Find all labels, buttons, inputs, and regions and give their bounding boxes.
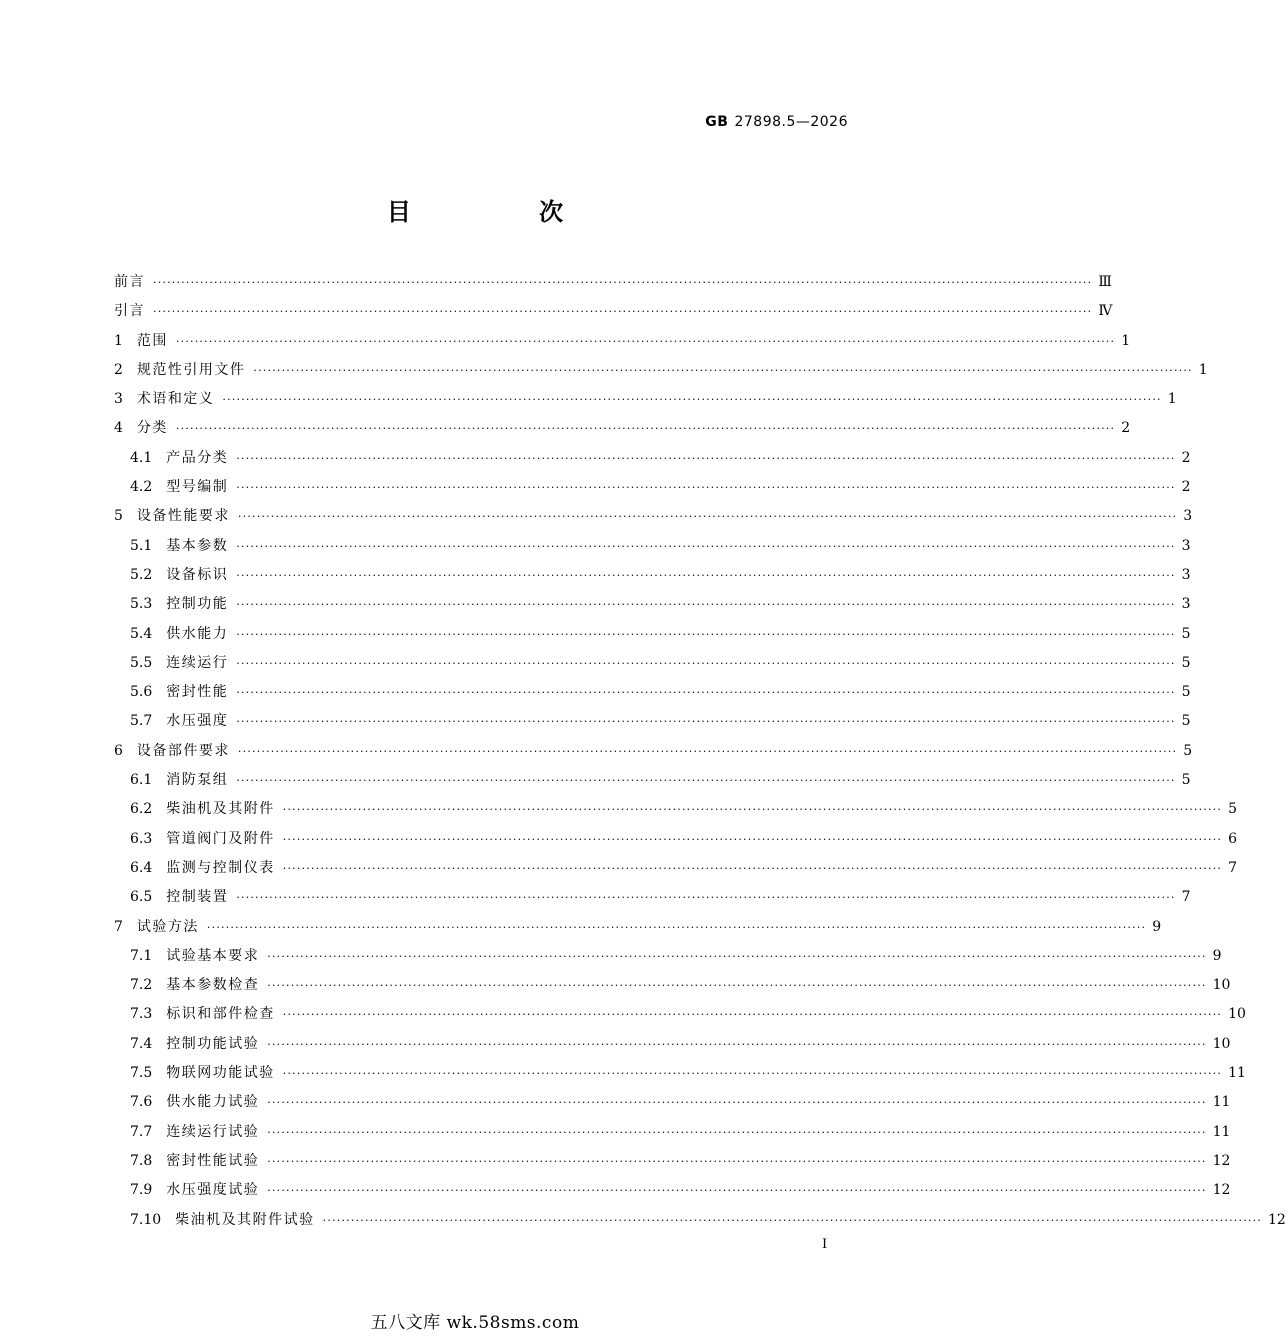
toc-leader-dots: ········································································································································································································ — [236, 715, 1176, 729]
toc-entry[interactable] — [114, 649, 1191, 678]
toc-entry[interactable] — [114, 1118, 1231, 1147]
toc-entry-page: 12 — [1212, 1152, 1231, 1169]
toc-entry[interactable] — [114, 1176, 1231, 1205]
toc-entry-number: 3 — [114, 391, 123, 408]
toc-leader-dots: ········································································································································································································ — [282, 1008, 1223, 1022]
toc-leader-dots: ········································································································································································································ — [236, 686, 1176, 700]
toc-entry-title: 产品分类 — [166, 449, 229, 466]
toc-entry-title: 范围 — [136, 332, 168, 349]
toc-entry-title: 控制装置 — [166, 889, 229, 906]
toc-entry-page: 3 — [1181, 596, 1191, 613]
toc-entry-page: 10 — [1228, 1006, 1246, 1023]
toc-entry-page: Ⅳ — [1098, 303, 1113, 320]
toc-entry[interactable] — [114, 1206, 1286, 1235]
standard-prefix: GB — [705, 114, 729, 130]
toc-entry[interactable] — [114, 297, 1113, 326]
toc-entry-title: 密封性能 — [166, 684, 229, 701]
toc-entry-number: 6.1 — [130, 772, 153, 789]
toc-entry-number: 7.8 — [130, 1152, 153, 1169]
toc-leader-dots: ········································································································································································································ — [267, 1096, 1207, 1110]
toc-entry[interactable] — [114, 268, 1112, 297]
toc-entry-number: 5.2 — [130, 566, 153, 583]
toc-entry-number: 7.4 — [130, 1035, 153, 1052]
toc-entry-number: 5.6 — [130, 684, 153, 701]
toc-entry-title: 引言 — [114, 303, 145, 320]
toc-entry-title: 设备标识 — [166, 566, 229, 583]
toc-entry-number: 5.1 — [130, 537, 153, 554]
toc-entry[interactable] — [114, 971, 1231, 1000]
toc-entry-page: 2 — [1181, 449, 1191, 466]
toc-leader-dots: ········································································································································································································ — [267, 1154, 1207, 1168]
toc-leader-dots: ········································································································································································································ — [282, 861, 1223, 875]
toc-entry-number: 7.1 — [130, 947, 153, 964]
toc-entry-number: 7.2 — [130, 977, 153, 994]
toc-entry-number: 7.3 — [130, 1006, 153, 1023]
toc-entry-title: 术语和定义 — [136, 391, 215, 408]
toc-entry-page: 5 — [1181, 654, 1191, 671]
toc-entry-number: 5.7 — [130, 713, 153, 730]
toc-entry-page: 12 — [1268, 1211, 1286, 1228]
toc-entry-title: 密封性能试验 — [166, 1152, 260, 1169]
toc-leader-dots: ········································································································································································································ — [236, 451, 1176, 465]
toc-entry[interactable] — [114, 1088, 1231, 1117]
toc-leader-dots: ········································································································································································································ — [175, 334, 1116, 348]
toc-entry[interactable] — [114, 707, 1191, 736]
toc-entry-page: 1 — [1198, 361, 1208, 378]
toc-leader-dots: ········································································································································································································ — [267, 1184, 1207, 1198]
toc-leader-dots: ········································································································································································································ — [175, 422, 1116, 436]
toc-entry-title: 管道阀门及附件 — [166, 830, 275, 847]
toc-entry-title: 型号编制 — [166, 479, 229, 496]
toc-entry-title: 设备部件要求 — [136, 742, 230, 759]
toc-leader-dots: ········································································································································································································ — [236, 891, 1176, 905]
toc-entry-number: 4 — [114, 420, 123, 437]
toc-entry-page: 11 — [1212, 1123, 1231, 1140]
toc-leader-dots: ········································································································································································································ — [236, 539, 1176, 553]
toc-entry[interactable] — [114, 678, 1191, 707]
toc-entry-title: 供水能力 — [166, 625, 229, 642]
toc-entry-page: 5 — [1181, 625, 1191, 642]
toc-entry-page: 10 — [1212, 977, 1231, 994]
toc-entry-number: 4.2 — [130, 479, 153, 496]
toc-leader-dots: ········································································································································································································ — [282, 1067, 1223, 1081]
toc-leader-dots: ········································································································································································································ — [236, 774, 1176, 788]
toc-entry-page: 1 — [1121, 332, 1131, 349]
toc-leader-dots: ········································································································································································································ — [237, 510, 1178, 524]
toc-entry[interactable] — [114, 356, 1208, 385]
toc-entry-number: 7 — [114, 918, 123, 935]
toc-entry[interactable] — [114, 795, 1238, 824]
toc-entry[interactable] — [114, 766, 1191, 795]
standard-code — [705, 114, 848, 130]
toc-entry-page: 2 — [1121, 420, 1131, 437]
toc-entry-page: 7 — [1228, 859, 1238, 876]
toc-entry[interactable] — [114, 1030, 1231, 1059]
toc-entry-title: 连续运行 — [166, 654, 229, 671]
toc-entry-title: 监测与控制仪表 — [166, 859, 275, 876]
toc-entry-number: 7.5 — [130, 1065, 153, 1082]
toc-entry-number: 6.4 — [130, 859, 153, 876]
footer-watermark: 五八文库 wk.58sms.com — [370, 1313, 580, 1333]
table-of-contents — [114, 268, 1286, 1235]
toc-entry-number: 7.9 — [130, 1182, 153, 1199]
toc-entry-title: 柴油机及其附件 — [166, 801, 275, 818]
toc-entry-number: 1 — [114, 332, 123, 349]
toc-entry-page: 5 — [1183, 742, 1193, 759]
toc-entry-page: 9 — [1152, 918, 1162, 935]
toc-entry-page: 1 — [1167, 391, 1177, 408]
toc-leader-dots: ········································································································································································································ — [322, 1213, 1262, 1227]
page-title: 目 次 — [386, 198, 624, 226]
toc-entry[interactable] — [114, 327, 1131, 356]
toc-leader-dots: ········································································································································································································ — [236, 598, 1176, 612]
toc-entry[interactable] — [114, 532, 1191, 561]
toc-entry-number: 7.7 — [130, 1123, 153, 1140]
toc-leader-dots: ········································································································································································································ — [267, 979, 1207, 993]
toc-entry-number: 6.3 — [130, 830, 153, 847]
page-number: I — [822, 1237, 828, 1252]
toc-entry-page: 3 — [1183, 508, 1193, 525]
toc-leader-dots: ········································································································································································································ — [267, 949, 1207, 963]
toc-entry-page: 5 — [1181, 713, 1191, 730]
toc-entry-title: 试验基本要求 — [166, 947, 260, 964]
toc-entry-page: 5 — [1181, 684, 1191, 701]
toc-entry-page: 11 — [1228, 1065, 1246, 1082]
toc-entry[interactable] — [114, 561, 1191, 590]
toc-entry-page: 2 — [1181, 479, 1191, 496]
toc-entry-page: 5 — [1228, 801, 1238, 818]
standard-number: 27898.5—2026 — [734, 114, 848, 130]
toc-entry-page: 7 — [1181, 889, 1191, 906]
toc-entry-page: 10 — [1212, 1035, 1231, 1052]
toc-entry-number: 7.6 — [130, 1094, 153, 1111]
toc-entry-number: 7.10 — [130, 1211, 162, 1228]
toc-entry-title: 设备性能要求 — [136, 508, 230, 525]
toc-entry-title: 控制功能 — [166, 596, 229, 613]
toc-entry-title: 水压强度试验 — [166, 1182, 260, 1199]
toc-entry-title: 连续运行试验 — [166, 1123, 260, 1140]
toc-leader-dots: ········································································································································································································ — [253, 363, 1193, 377]
toc-entry-page: 11 — [1212, 1094, 1231, 1111]
toc-leader-dots: ········································································································································································································ — [282, 803, 1223, 817]
toc-entry-title: 柴油机及其附件试验 — [175, 1211, 315, 1228]
toc-entry-page: 5 — [1181, 772, 1191, 789]
toc-entry-page: 9 — [1212, 947, 1222, 964]
toc-entry-title: 基本参数检查 — [166, 977, 260, 994]
toc-entry-title: 供水能力试验 — [166, 1094, 260, 1111]
toc-entry-number: 5.5 — [130, 654, 153, 671]
toc-leader-dots: ········································································································································································································ — [222, 393, 1162, 407]
toc-entry[interactable] — [114, 913, 1162, 942]
toc-entry-number: 6.2 — [130, 801, 153, 818]
toc-entry-title: 分类 — [136, 420, 168, 437]
toc-entry[interactable] — [114, 883, 1191, 912]
toc-entry-title: 标识和部件检查 — [166, 1006, 275, 1023]
toc-leader-dots: ········································································································································································································ — [153, 305, 1093, 319]
toc-leader-dots: ········································································································································································································ — [153, 276, 1093, 289]
toc-entry-title: 试验方法 — [136, 918, 199, 935]
toc-leader-dots: ········································································································································································································ — [236, 656, 1176, 670]
toc-entry[interactable] — [114, 502, 1193, 531]
toc-entry-page: 12 — [1212, 1182, 1231, 1199]
toc-entry-number: 5.4 — [130, 625, 153, 642]
toc-entry-title: 水压强度 — [166, 713, 229, 730]
toc-entry[interactable] — [114, 1000, 1246, 1029]
toc-entry-number: 6.5 — [130, 889, 153, 906]
toc-entry-title: 物联网功能试验 — [166, 1065, 275, 1082]
toc-entry[interactable] — [114, 942, 1222, 971]
toc-entry-title: 规范性引用文件 — [136, 361, 246, 378]
toc-entry[interactable] — [114, 1059, 1246, 1088]
toc-leader-dots: ········································································································································································································ — [267, 1125, 1207, 1139]
toc-entry[interactable] — [114, 825, 1238, 854]
toc-entry[interactable] — [114, 414, 1131, 443]
toc-entry-number: 5 — [114, 508, 123, 525]
toc-entry[interactable] — [114, 620, 1191, 649]
toc-entry-number: 2 — [114, 361, 123, 378]
toc-entry-page: 6 — [1228, 830, 1238, 847]
toc-entry-title: 基本参数 — [166, 537, 229, 554]
toc-entry-number: 4.1 — [130, 449, 153, 466]
toc-entry-title: 控制功能试验 — [166, 1035, 260, 1052]
toc-entry[interactable] — [114, 737, 1193, 766]
toc-leader-dots: ········································································································································································································ — [237, 744, 1178, 758]
toc-entry-title: 前言 — [114, 274, 145, 290]
toc-leader-dots: ········································································································································································································ — [236, 627, 1176, 641]
toc-leader-dots: ········································································································································································································ — [282, 832, 1223, 846]
toc-entry-page: Ⅲ — [1098, 274, 1112, 290]
toc-entry-page: 3 — [1181, 566, 1191, 583]
toc-leader-dots: ········································································································································································································ — [267, 1037, 1207, 1051]
toc-entry[interactable] — [114, 385, 1177, 414]
toc-leader-dots: ········································································································································································································ — [236, 568, 1176, 582]
toc-leader-dots: ········································································································································································································ — [206, 920, 1147, 934]
toc-entry-number: 5.3 — [130, 596, 153, 613]
toc-entry-page: 3 — [1181, 537, 1191, 554]
toc-entry-number: 6 — [114, 742, 123, 759]
toc-entry[interactable] — [114, 444, 1191, 473]
toc-entry[interactable] — [114, 473, 1191, 502]
toc-entry[interactable] — [114, 1147, 1231, 1176]
toc-leader-dots: ········································································································································································································ — [236, 481, 1176, 495]
toc-entry[interactable] — [114, 590, 1191, 619]
toc-entry-title: 消防泵组 — [166, 772, 229, 789]
toc-entry[interactable] — [114, 854, 1238, 883]
